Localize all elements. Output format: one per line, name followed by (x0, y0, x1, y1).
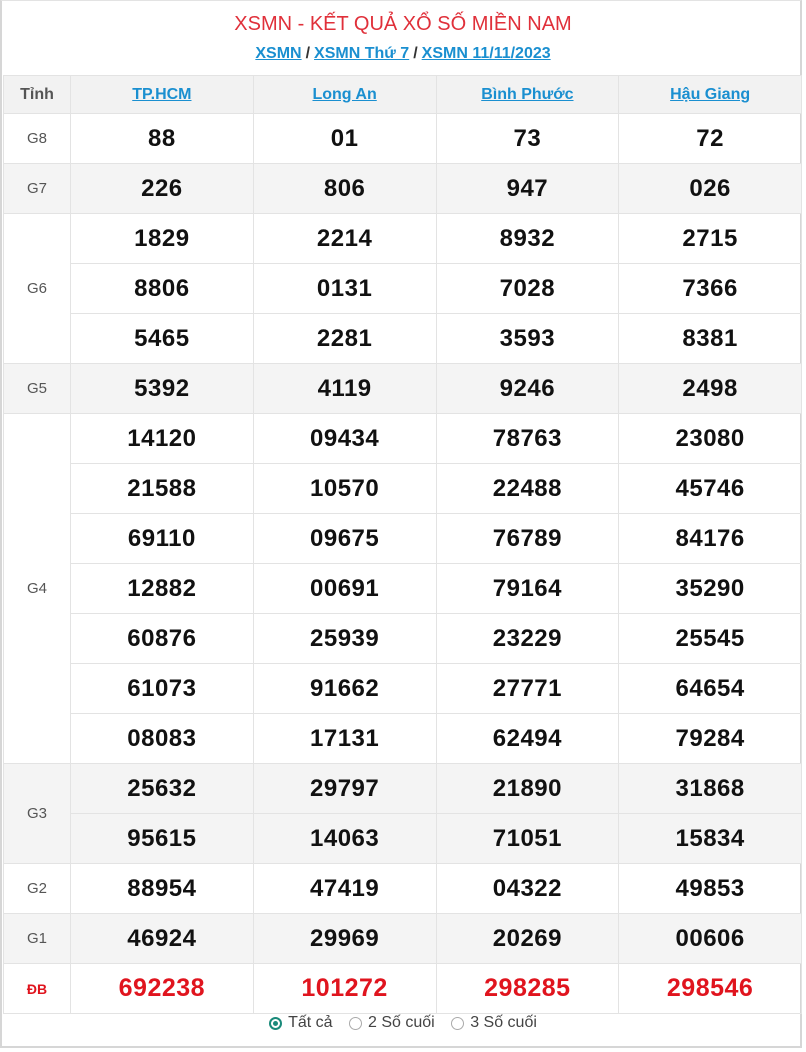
prize-number: 64654 (619, 664, 802, 714)
filter-option-label: 3 Số cuối (470, 1014, 537, 1031)
prize-number: 15834 (619, 814, 802, 864)
prize-number: 35290 (619, 564, 802, 614)
prize-number: 29797 (253, 764, 436, 814)
table-row (4, 514, 802, 564)
prize-number: 2715 (619, 214, 802, 264)
prize-number: 947 (436, 164, 619, 214)
prize-label: G4 (4, 414, 71, 764)
table-row (4, 264, 802, 314)
page-title: XSMN - KẾT QUẢ XỔ SỐ MIỀN NAM (234, 13, 572, 35)
results-body (4, 114, 802, 1014)
filter-option-label: 2 Số cuối (368, 1014, 435, 1031)
prize-number: 806 (253, 164, 436, 214)
table-row (4, 864, 802, 914)
prize-number: 88954 (71, 864, 254, 914)
province-header (71, 76, 254, 114)
province-link-long-an[interactable]: Long An (312, 85, 377, 103)
prize-number: 2498 (619, 364, 802, 414)
breadcrumb-separator: / (413, 45, 418, 62)
prize-number: 69110 (71, 514, 254, 564)
table-row (4, 664, 802, 714)
special-prize-number: 298285 (436, 964, 619, 1014)
prize-number: 4119 (253, 364, 436, 414)
province-link-binh-phuoc[interactable]: Bình Phước (481, 85, 574, 103)
prize-number: 026 (619, 164, 802, 214)
prize-number: 09434 (253, 414, 436, 464)
prize-number: 27771 (436, 664, 619, 714)
table-row (4, 414, 802, 464)
prize-number: 17131 (253, 714, 436, 764)
province-header (253, 76, 436, 114)
province-link-tphcm[interactable]: TP.HCM (132, 85, 192, 103)
breadcrumb-separator: / (305, 45, 311, 62)
prize-number: 12882 (71, 564, 254, 614)
results-table (3, 75, 802, 1014)
prize-number: 60876 (71, 614, 254, 664)
prize-number: 91662 (253, 664, 436, 714)
table-row (4, 364, 802, 414)
prize-number: 8806 (71, 264, 254, 314)
prize-number: 25939 (253, 614, 436, 664)
prize-label: G1 (4, 914, 71, 964)
prize-number: 14120 (71, 414, 254, 464)
filter-option-last-3[interactable] (451, 1014, 537, 1032)
prize-number: 10570 (253, 464, 436, 514)
prize-number: 49853 (619, 864, 802, 914)
prize-number: 31868 (619, 764, 802, 814)
prize-number: 01 (253, 114, 436, 164)
prize-number: 1829 (71, 214, 254, 264)
table-row (4, 714, 802, 764)
prize-number: 23080 (619, 414, 802, 464)
prize-number: 3593 (436, 314, 619, 364)
prize-number: 21890 (436, 764, 619, 814)
table-row (4, 814, 802, 864)
prize-number: 2214 (253, 214, 436, 264)
digit-filter (2, 1014, 804, 1035)
prize-label: G8 (4, 114, 71, 164)
prize-number: 78763 (436, 414, 619, 464)
prize-number: 21588 (71, 464, 254, 514)
table-row (4, 914, 802, 964)
prize-number: 45746 (619, 464, 802, 514)
prize-number: 84176 (619, 514, 802, 564)
prize-number: 61073 (71, 664, 254, 714)
table-row (4, 114, 802, 164)
table-header-row (4, 76, 802, 114)
prize-number: 9246 (436, 364, 619, 414)
prize-number: 47419 (253, 864, 436, 914)
prize-number: 25545 (619, 614, 802, 664)
prize-number: 14063 (253, 814, 436, 864)
special-prize-number: 298546 (619, 964, 802, 1014)
table-row (4, 164, 802, 214)
prize-number: 73 (436, 114, 619, 164)
filter-option-label: Tất cả (288, 1014, 333, 1031)
prize-number: 22488 (436, 464, 619, 514)
table-row (4, 764, 802, 814)
prize-number: 62494 (436, 714, 619, 764)
prize-label: G6 (4, 214, 71, 364)
table-row (4, 214, 802, 264)
prize-number: 95615 (71, 814, 254, 864)
prize-number: 29969 (253, 914, 436, 964)
prize-number: 76789 (436, 514, 619, 564)
prize-number: 00691 (253, 564, 436, 614)
prize-label: G2 (4, 864, 71, 914)
breadcrumb-xsmn-link[interactable]: XSMN (255, 45, 302, 62)
prize-number: 88 (71, 114, 254, 164)
prize-number: 20269 (436, 914, 619, 964)
breadcrumb-date-link[interactable]: XSMN 11/11/2023 (421, 45, 551, 62)
breadcrumb (2, 43, 804, 65)
prize-number: 23229 (436, 614, 619, 664)
radio-icon[interactable] (349, 1017, 362, 1030)
prize-label: G5 (4, 364, 71, 414)
breadcrumb-weekday-link[interactable]: XSMN Thứ 7 (314, 45, 410, 62)
prize-number: 25632 (71, 764, 254, 814)
prize-number: 2281 (253, 314, 436, 364)
table-row (4, 614, 802, 664)
filter-option-all[interactable] (269, 1014, 332, 1032)
prize-number: 09675 (253, 514, 436, 564)
prize-number: 8381 (619, 314, 802, 364)
prize-number: 79164 (436, 564, 619, 614)
radio-selected-icon[interactable] (269, 1017, 282, 1030)
prize-number: 08083 (71, 714, 254, 764)
prize-number: 8932 (436, 214, 619, 264)
prize-number: 7366 (619, 264, 802, 314)
prize-number: 00606 (619, 914, 802, 964)
special-prize-number: 101272 (253, 964, 436, 1014)
province-header (436, 76, 619, 114)
prize-number: 5465 (71, 314, 254, 364)
table-row (4, 964, 802, 1014)
prize-number: 226 (71, 164, 254, 214)
province-column-header: Tỉnh (4, 76, 71, 114)
prize-number: 5392 (71, 364, 254, 414)
prize-label: G3 (4, 764, 71, 864)
prize-number: 72 (619, 114, 802, 164)
prize-number: 79284 (619, 714, 802, 764)
filter-option-last-2[interactable] (349, 1014, 435, 1032)
prize-number: 71051 (436, 814, 619, 864)
prize-label: ĐB (4, 964, 71, 1014)
prize-number: 7028 (436, 264, 619, 314)
province-link-hau-giang[interactable]: Hậu Giang (670, 85, 751, 103)
table-row (4, 564, 802, 614)
prize-number: 04322 (436, 864, 619, 914)
prize-label: G7 (4, 164, 71, 214)
table-row (4, 464, 802, 514)
prize-number: 46924 (71, 914, 254, 964)
special-prize-number: 692238 (71, 964, 254, 1014)
table-row (4, 314, 802, 364)
radio-icon[interactable] (451, 1017, 464, 1030)
prize-number: 0131 (253, 264, 436, 314)
province-header (619, 76, 802, 114)
